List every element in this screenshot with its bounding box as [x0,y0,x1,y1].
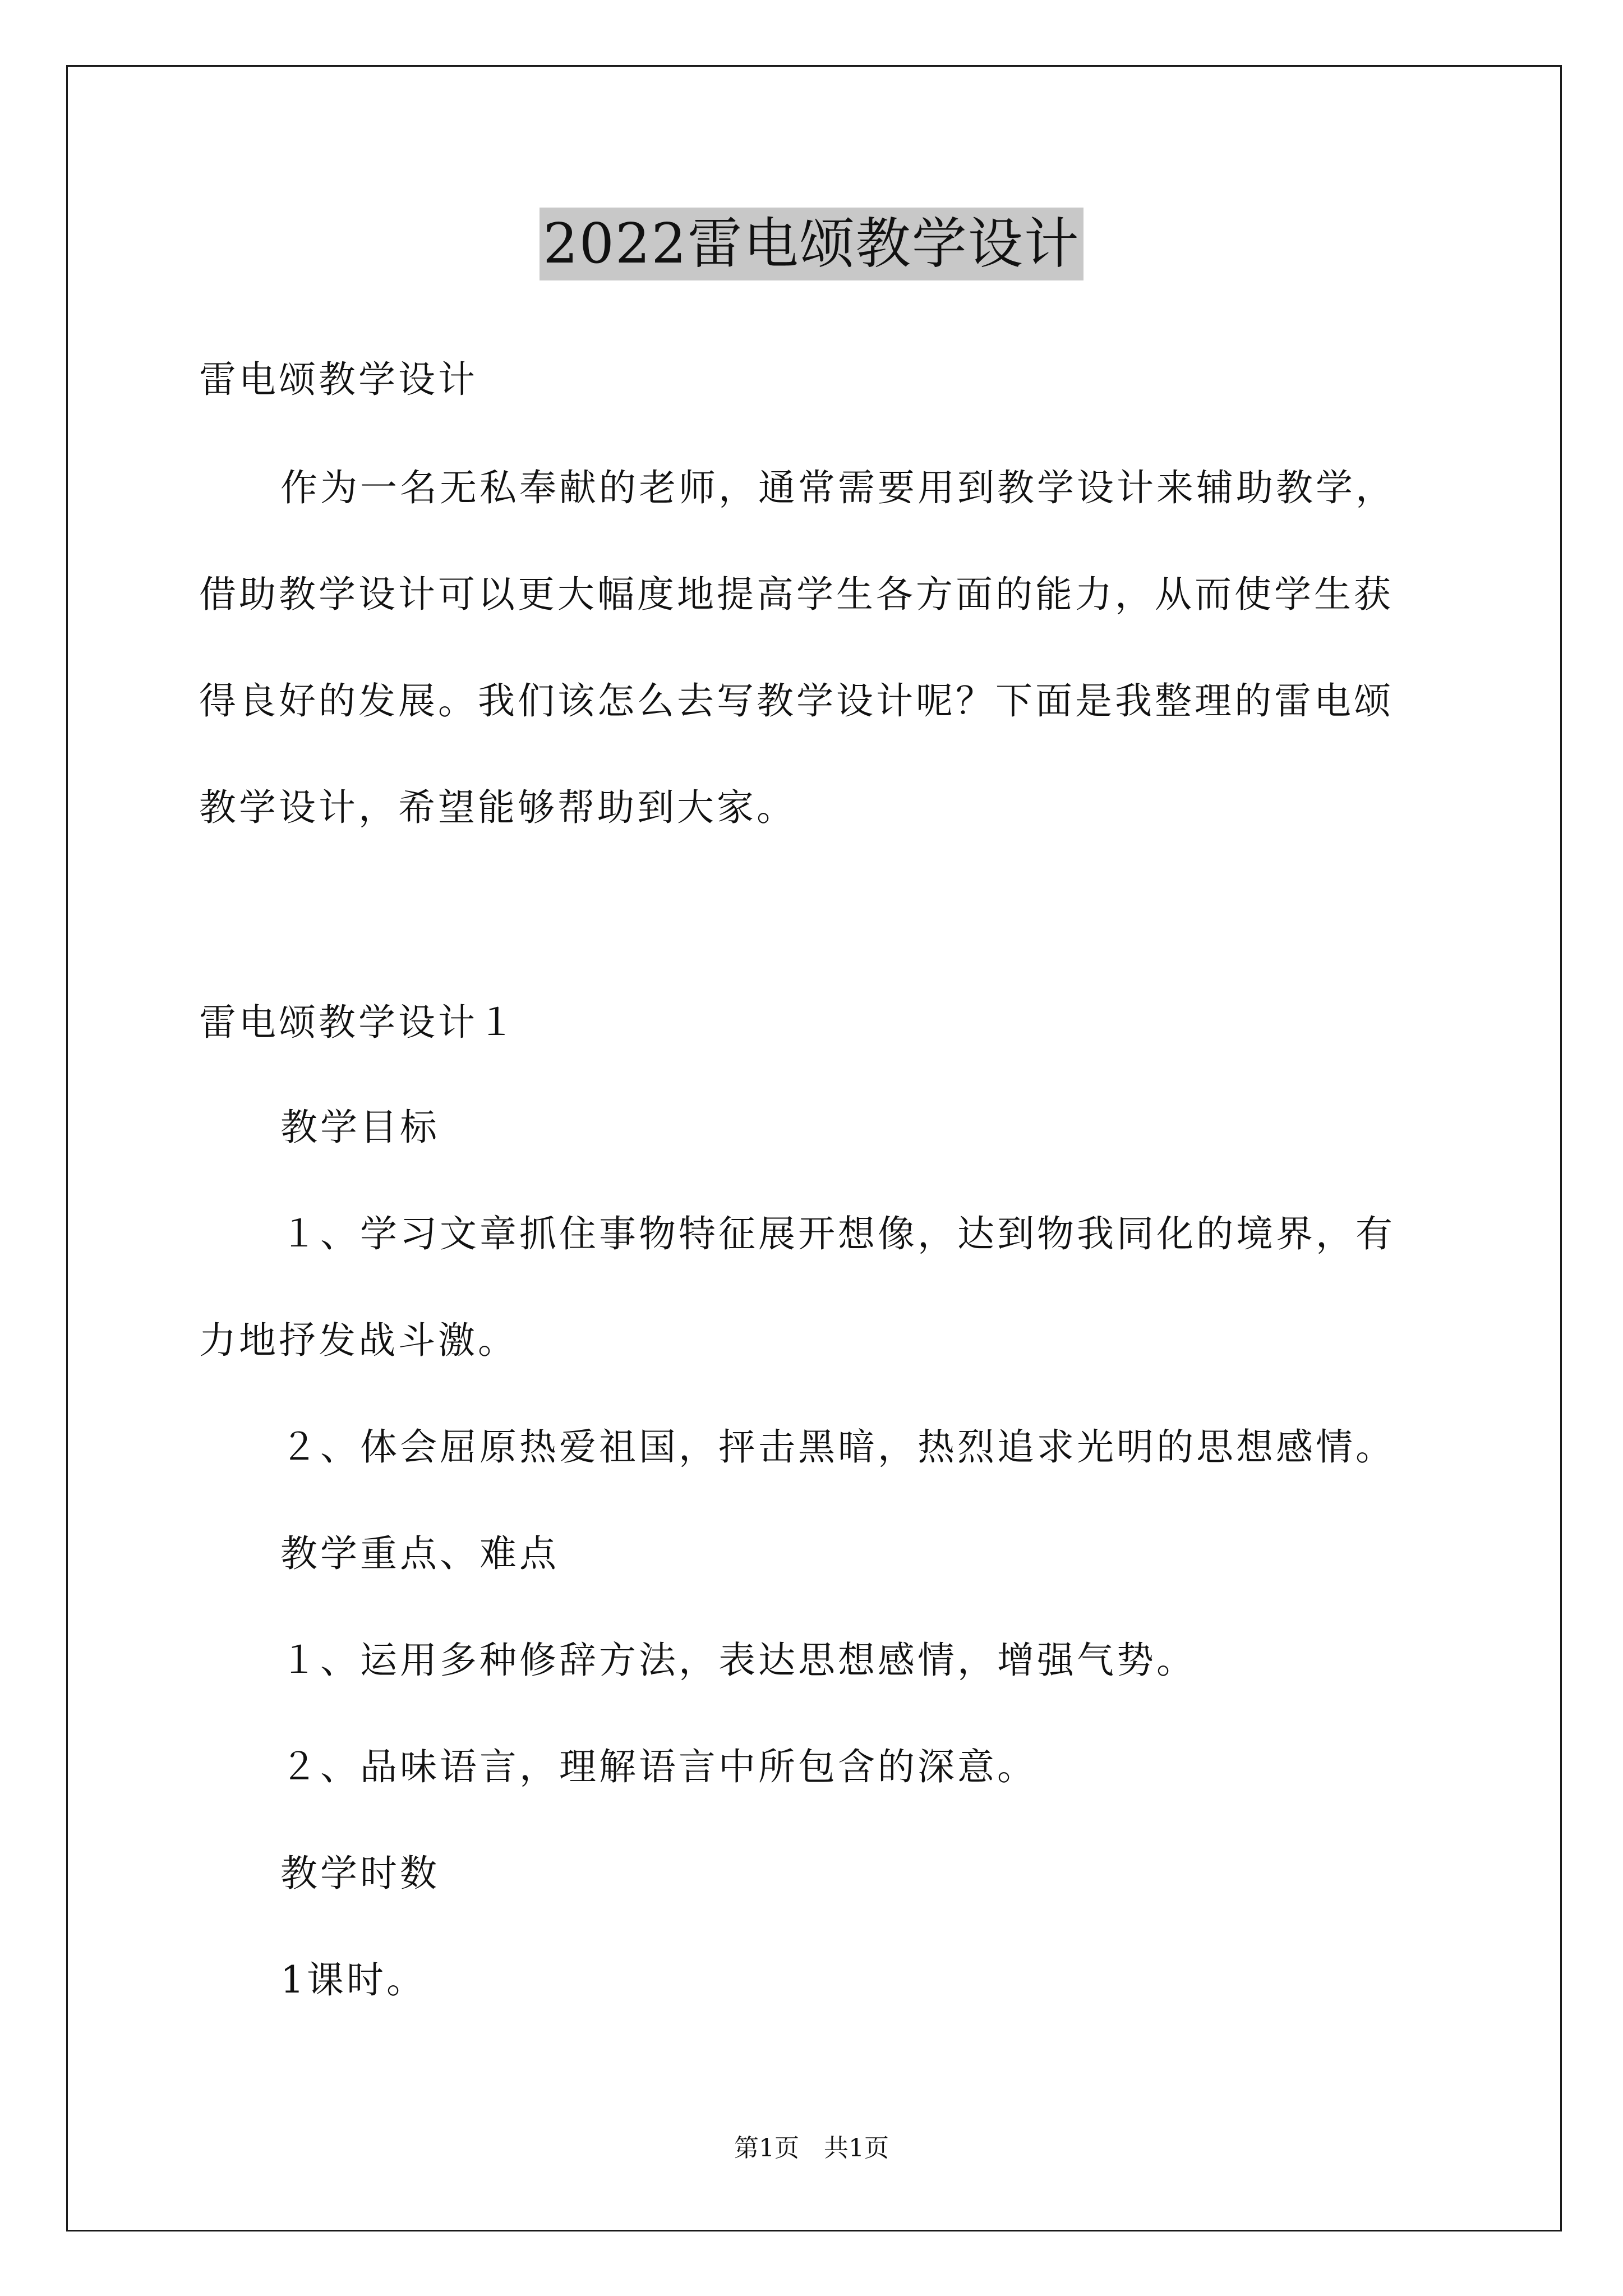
paragraph-line: １、运用多种修辞方法，表达思想感情，增强气势。 [280,1639,1196,1682]
paragraph-line: 1课时。 [280,1958,426,2001]
paragraph-line: 力地抒发战斗激。 [199,1319,518,1362]
paragraph-line: ２、体会屈原热爱祖国，抨击黑暗，热烈追求光明的思想感情。 [280,1425,1395,1469]
paragraph-line: 教学设计，希望能够帮助到大家。 [199,786,796,829]
subheading-key-points: 教学重点、难点 [280,1532,559,1575]
page-footer: 第1页 共1页 [734,2134,889,2162]
title-container [0,208,1623,280]
subheading-class-hours: 教学时数 [280,1852,440,1895]
document-title: 2022雷电颂教学设计 [540,208,1083,280]
intro-heading: 雷电颂教学设计 [199,358,478,401]
section-heading: 雷电颂教学设计１ [199,1001,518,1044]
paragraph-line: 得良好的发展。我们该怎么去写教学设计呢？下面是我整理的雷电颂 [199,679,1394,723]
paragraph-line: ２、品味语言，理解语言中所包含的深意。 [280,1745,1037,1788]
paragraph-line: 借助教学设计可以更大幅度地提高学生各方面的能力，从而使学生获 [199,573,1394,616]
paragraph-line: 作为一名无私奉献的老师，通常需要用到教学设计来辅助教学， [280,466,1395,509]
paragraph-line: １、学习文章抓住事物特征展开想像，达到物我同化的境界，有 [280,1212,1395,1255]
subheading-objectives: 教学目标 [280,1106,440,1149]
